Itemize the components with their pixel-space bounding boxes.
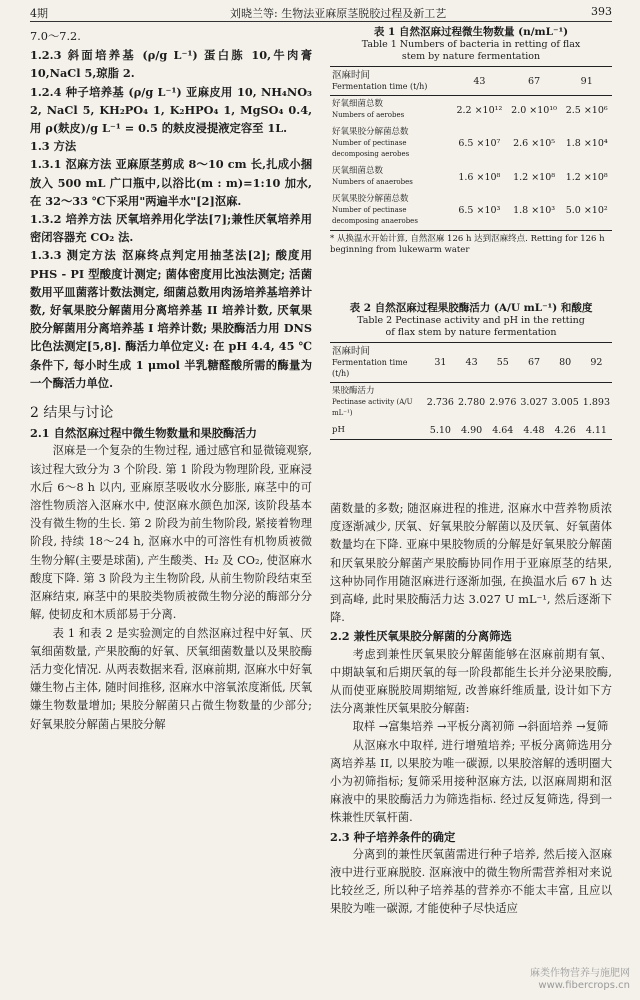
table-cell: 1.8 ×10⁴ (565, 138, 608, 149)
table-cell: 6.5 ×10⁷ (458, 138, 501, 149)
table-row (330, 124, 612, 163)
table-2-title: 表 2 自然沤麻过程果胶酶活力 (A/U mL⁻¹) 和酸度 (349, 302, 593, 314)
row-label-en: Pectinase activity (A/U mL⁻¹) (332, 398, 413, 417)
time-value: 31 (425, 343, 456, 383)
table-cell: 1.2 ×10⁸ (565, 171, 608, 183)
right-column (330, 500, 612, 919)
table-cell: 4.90 (456, 422, 487, 440)
table-cell: 2.780 (457, 397, 486, 408)
paragraph: 菌数量的多数; 随沤麻进程的推进, 沤麻水中营养物质浓度逐渐减少, 厌氧、好氧果胶分解菌以及厌氧、好氧菌体数量均在下降. 亚麻中果胶物质的分解是好氧果胶分解菌和厌氧果胶分解菌产果胶酶协同作用于亚麻原茎的结果, 这种协同作用随沤麻进行逐渐加强, 在换温水后 67 h 达到高峰, 此时果胶酶活力达 3.027 U mL⁻¹, 然后逐渐下降. (330, 502, 612, 625)
section-heading: 2 结果与讨论 (30, 405, 114, 422)
running-title: 刘晓兰等: 生物法亚麻原茎脱胶过程及新工艺 (230, 7, 447, 20)
table-2-grid (330, 342, 612, 440)
page-number: 393 (591, 5, 612, 18)
table-cell: 2.5 ×10⁶ (565, 104, 608, 116)
section-heading: 1.3.2 培养方法 厌氧培养用化学法[7];兼性厌氧培养用密闭容器充 CO₂ 法. (30, 212, 312, 245)
table-2 (330, 302, 612, 440)
table-cell: 2.976 (489, 397, 517, 408)
section-heading: 2.1 自然沤麻过程中微生物数量和果胶酶活力 (30, 426, 257, 441)
table-cell: 1.8 ×10³ (507, 191, 562, 231)
running-header (0, 0, 640, 22)
table-1-title-en-2: stem by nature fermentation (401, 51, 541, 62)
table-cell: 1.6 ×10⁸ (458, 171, 501, 183)
row-label: pH (332, 425, 345, 435)
time-header (330, 67, 452, 96)
table-cell: 2.6 ×10⁵ (513, 138, 556, 149)
time-header (330, 343, 425, 383)
section-heading: 1.3.1 沤麻方法 亚麻原茎剪成 8～10 cm 长,扎成小捆放入 500 mL 广口瓶中,以浴比(m : m)=1:10 加水,在 32～33 ℃下采用"两遍半水"[2]沤麻. (30, 157, 312, 208)
section-heading: 2.3 种子培养条件的确定 (330, 829, 456, 844)
section-heading: 1.3 方法 (30, 139, 77, 154)
time-value: 80 (550, 343, 581, 383)
table-1-title: 表 1 自然沤麻过程微生物数量 (n/mL⁻¹) (373, 26, 569, 38)
watermark-line-1: 麻类作物营养与施肥网 (530, 968, 630, 979)
row-label-en: Number of pectinase decomposing aerobes (332, 139, 410, 158)
paragraph: 表 1 和表 2 是实验测定的自然沤麻过程中好氧、厌氧细菌数量, 产果胶酶的好氧、厌氧细菌数量以及果胶酶活力变化情况. 从两表数据来看, 沤麻前期, 沤麻水中好氧嫌生物占主体, 随时间推移, 沤麻水中溶氧浓度渐低, 厌氧嫌生物数量增加; 果胶分解菌只占微生物数量的少部分; 好氧果胶分解菌占果胶分解 (30, 626, 312, 731)
table-2-title-en-2: of flax stem by nature fermentation (385, 327, 557, 338)
time-label: 沤麻时间 (332, 346, 371, 357)
row-label: 果胶酶活力 (332, 386, 375, 396)
paragraph: 从沤麻水中取样, 进行增殖培养; 平板分离筛选用分离培养基 II, 以果胶为唯一碳源, 以果胶溶解的透明圈大小为初筛指标; 复筛采用接种沤麻方法, 以沤麻周期和沤麻液中的果胶酶活力为筛选指标. 经过反复筛选, 得到一株兼性厌氧杆菌. (330, 738, 612, 825)
watermark (530, 968, 630, 992)
table-cell: 5.0 ×10² (561, 191, 612, 231)
row-label: 厌氧果胶分解菌总数 (332, 194, 409, 204)
header-rule (30, 21, 612, 22)
paragraph: 沤麻是一个复杂的生物过程, 通过感官和显微镜观察, 该过程大致分为 3 个阶段. 第 1 阶段为物理阶段, 亚麻浸水后 6～8 h 以内, 亚麻原茎吸收水分膨胀, 麻茎中的可溶性物质溶入沤麻水中, 使沤麻水颜色加深, 该阶段基本没有微生物的生长. 第 2 阶段为前生物阶段, 紧接着物理阶段, 持续 18～24 h, 沤麻水中的可溶性有机物质被微生物分解(主要是球菌), 产生酸类、H₂ 及 CO₂, 使沤麻水酸度下降. 第 3 阶段为主生物阶段, 从前生物阶段结束至沤麻结束, 麻茎中的果胶类物质被微生物分泌的酶部分分解, 使韧皮和木质部易于分离. (30, 444, 312, 622)
table-row (330, 191, 612, 231)
table-cell: 4.26 (550, 422, 581, 440)
paragraph: 考虑到兼性厌氧果胶分解菌能够在沤麻前期有氧、中期缺氧和后期厌氧的每一阶段都能生长并分泌果胶酶, 从而使亚麻脱胶周期缩短, 改善麻纤维质量, 设计如下方法分离兼性厌氧果胶分解菌: (330, 647, 612, 716)
table-cell: 3.027 (520, 397, 548, 408)
row-label-en: Numbers of anaerobes (332, 178, 413, 186)
paragraph: 取样 →富集培养 →平板分离初筛 →斜面培养 →复筛 (352, 720, 609, 734)
row-label-en: Number of pectinase decomposing anaerobes (332, 206, 418, 225)
time-value: 67 (518, 343, 549, 383)
paragraph: 分离到的兼性厌氧菌需进行种子培养, 然后接入沤麻液中进行亚麻脱胶. 沤麻液中的微生物所需营养相对来说比较丝乏, 所以种子培养基的营养亦不能太丰富, 且应以果胶为唯一碳源, 才能使种子尽快适应 (330, 847, 612, 916)
time-value: 91 (561, 67, 612, 96)
table-cell: 6.5 ×10³ (452, 191, 507, 231)
time-value: 43 (456, 343, 487, 383)
paragraph: 7.0～7.2. (30, 30, 81, 43)
left-column (30, 28, 312, 734)
table-row (330, 163, 612, 191)
table-cell: 2.0 ×10¹⁰ (511, 104, 557, 116)
table-cell: 1.893 (582, 397, 610, 408)
table-cell: 2.2 ×10¹² (456, 104, 503, 116)
table-cell: 4.48 (518, 422, 549, 440)
time-value: 43 (452, 67, 507, 96)
row-label: 厌氧细菌总数 (332, 166, 384, 176)
row-label: 好氧细菌总数 (332, 99, 384, 109)
section-heading: 1.2.4 种子培养基 (ρ/g L⁻¹) 亚麻皮用 10, NH₄NO₃ 2, NaCl 5, KH₂PO₄ 1, K₂HPO₄ 1, MgSO₄ 0.4, 用 ρ(麸皮)/g L⁻¹ = 0.5 的麸皮浸提液定容至 1L. (30, 84, 312, 136)
time-value: 55 (487, 343, 518, 383)
table-2-title-en-1: Table 2 Pectinase activity and pH in the retting (357, 315, 585, 326)
issue-number: 4期 (30, 7, 48, 20)
table-cell: 4.64 (487, 422, 518, 440)
time-value: 67 (507, 67, 562, 96)
table-row (330, 383, 612, 423)
table-row (330, 96, 612, 125)
table-cell: 3.005 (551, 397, 579, 408)
table-1-note: * 从换温水开始计算, 自然沤麻 126 h 达到沤麻终点. Retting for 126 h beginning from lukewarm water (330, 234, 605, 255)
table-1 (330, 26, 612, 256)
table-cell: 1.2 ×10⁸ (513, 171, 556, 183)
row-label-en: Numbers of aerobes (332, 111, 405, 119)
section-heading: 1.3.3 测定方法 沤麻终点判定用抽茎法[2]; 酸度用 PHS - PI 型酸度计测定; 菌体密度用比浊法测定; 活菌数用平皿菌落计数法测定, 细菌总数用肉汤培养基培养计数, 好氧果胶分解菌用分离培养基 II 培养计数, 厌氧果胶分解菌用分离培养基 I 培养计数; 果胶酶活力用 DNS 比色法测定[5,8]. 酶活力单位定义: 在 pH 4.4, 45 ℃条件下, 每小时生成 1 μmol 半乳糖醛酸所需的酶量为一个酶活力单位. (30, 248, 312, 390)
time-label-en: Fermentation time (t/h) (332, 358, 408, 378)
section-heading: 1.2.3 斜面培养基 (ρ/g L⁻¹) 蛋白胨 10,牛肉膏 10,NaCl 5,琼脂 2. (30, 48, 312, 81)
table-1-title-en-1: Table 1 Numbers of bacteria in retting of flax (361, 39, 581, 50)
row-label: 好氧果胶分解菌总数 (332, 127, 409, 137)
time-value: 92 (581, 343, 612, 383)
table-1-grid (330, 66, 612, 231)
table-cell: 5.10 (425, 422, 456, 440)
time-label: 沤麻时间 (332, 70, 371, 81)
watermark-line-2: www.fibercrops.cn (538, 980, 630, 991)
table-row (330, 422, 612, 440)
table-cell: 4.11 (581, 422, 612, 440)
time-label-en: Fermentation time (t/h) (332, 82, 428, 91)
section-heading: 2.2 兼性厌氧果胶分解菌的分离筛选 (330, 629, 512, 644)
table-cell: 2.736 (426, 397, 454, 408)
